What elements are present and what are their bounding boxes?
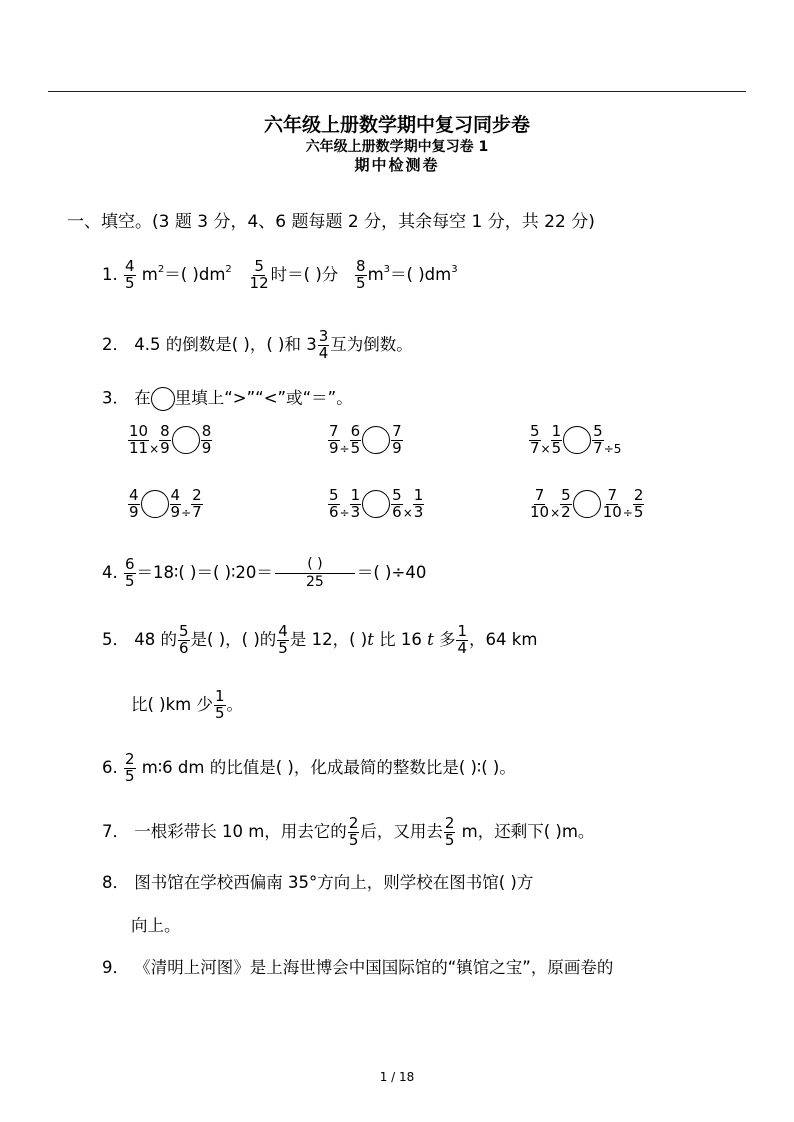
page-title: 六年级上册数学期中复习同步卷 bbox=[263, 114, 530, 136]
question-number: 2． bbox=[102, 334, 129, 354]
question-5: 5． 48 的 $\frac{5}{6}$ 是( )，( )的 $\frac{4}{5}$ 是 12，( )t 比 16 t 多 $\frac{1}{4}$ ，64 km bbox=[102, 622, 538, 657]
question-9: 9． 《清明上河图》是上海世博会中国国际馆的“镇馆之宝”，原画卷的 bbox=[102, 958, 614, 977]
question-number: 6. bbox=[102, 757, 118, 777]
question-6: 6. $\frac{2}{5}$ m∶6 dm 的比值是( )，化成最简的整数比是( )∶( )。 bbox=[102, 750, 516, 785]
comparison-circle[interactable] bbox=[362, 426, 390, 454]
question-number: 8． bbox=[102, 873, 129, 892]
page-number: 1 / 18 bbox=[379, 1070, 415, 1084]
compare-item-3: $\frac{5}{7}$ $_\times$ $\frac{1}{5}$ $\frac{5}{7}$ $_{\div 5}$ bbox=[530, 422, 622, 457]
question-1: 1. $\frac{4}{5}$ $m^2=$( )$dm^2$ $\frac{5}{12}$ 时＝( )分 $\frac{8}{5}$ $m^3=$( )$dm^3$ bbox=[102, 257, 458, 292]
page-subtitle: 六年级上册数学期中复习卷 1 bbox=[305, 139, 489, 155]
question-number: 1. bbox=[102, 264, 118, 284]
question-number: 9． bbox=[102, 958, 129, 977]
question-4: 4. $\frac{6}{5}$ ＝18∶( )＝( )∶20＝ ( ) 25 ＝( )÷40 bbox=[102, 555, 427, 590]
question-2: 2． 4.5 的倒数是( )，( )和 3 $\frac{3}{4}$ 互为倒数。 bbox=[102, 327, 413, 362]
question-3: 3． 在 里填上“>”“<”或“＝”。 bbox=[102, 387, 353, 411]
question-8: 8． 图书馆在学校西偏南 35°方向上，则学校在图书馆( )方 bbox=[102, 873, 534, 892]
blank-fraction[interactable]: ( ) 25 bbox=[275, 556, 355, 591]
fraction: $\frac{8}{5}$ bbox=[356, 257, 366, 292]
compare-item-2: $\frac{7}{9}$ $_\div$ $\frac{6}{5}$ $\frac{7}{9}$ bbox=[329, 422, 402, 457]
question-number: 7． bbox=[102, 821, 129, 841]
question-7: 7． 一根彩带长 10 m，用去它的 $\frac{2}{5}$ 后，又用去 $\frac{2}{5}$ m，还剩下( )m。 bbox=[102, 814, 595, 849]
comparison-circle bbox=[151, 387, 175, 411]
fraction: $\frac{6}{5}$ bbox=[125, 555, 135, 590]
fraction: $\frac{4}{5}$ bbox=[125, 257, 135, 292]
comparison-circle[interactable] bbox=[563, 426, 591, 454]
question-number: 4. bbox=[102, 562, 118, 582]
comparison-circle[interactable] bbox=[362, 490, 390, 518]
compare-item-1: $\frac{10}{11}$ $_\times$ $\frac{8}{9}$ $\frac{8}{9}$ bbox=[129, 422, 212, 457]
question-number: 3． bbox=[102, 388, 129, 408]
comparison-circle[interactable] bbox=[573, 490, 601, 518]
compare-item-6: $\frac{7}{10}$ $_\times$ $\frac{5}{2}$ $\frac{7}{10}$ $_\div$ $\frac{2}{5}$ bbox=[530, 486, 644, 521]
header-rule bbox=[48, 91, 746, 92]
question-5-cont: 比( )km 少 $\frac{1}{5}$ 。 bbox=[131, 687, 244, 722]
question-number: 5． bbox=[102, 629, 129, 649]
comparison-circle[interactable] bbox=[172, 426, 200, 454]
section-heading: 一、填空。(3 题 3 分，4、6 题每题 2 分，其余每空 1 分，共 22 分) bbox=[67, 212, 595, 232]
fraction: $\frac{5}{12}$ bbox=[249, 257, 269, 292]
question-8-cont: 向上。 bbox=[131, 916, 181, 935]
comparison-circle[interactable] bbox=[141, 490, 169, 518]
compare-item-4: $\frac{4}{9}$ $\frac{4}{9}$ $_\div$ $\frac{2}{7}$ bbox=[129, 486, 202, 521]
compare-item-5: $\frac{5}{6}$ $_\div$ $\frac{1}{3}$ $\frac{5}{6}$ $_\times$ $\frac{1}{3}$ bbox=[329, 486, 424, 521]
fraction: $\frac{3}{4}$ bbox=[318, 327, 329, 362]
page-subtitle-2: 期中检测卷 bbox=[354, 156, 440, 174]
